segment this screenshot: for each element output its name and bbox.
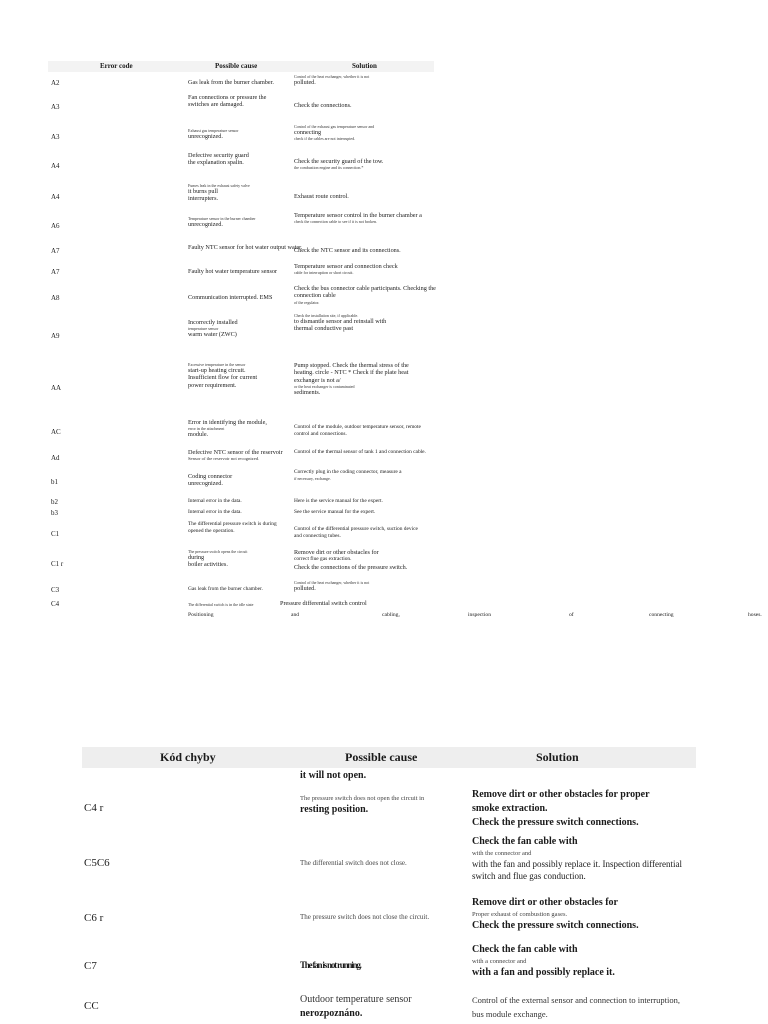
long-line-word: connecting <box>649 612 674 618</box>
possible-cause <box>188 216 292 228</box>
solution: Control of the thermal sensor of tank 1 and connection cable. <box>294 449 426 455</box>
solution-note: Proper exhaust of combustion gases. <box>472 911 568 918</box>
cause-note: error in the attachment <box>188 426 225 432</box>
solution: Check the NTC sensor and its connections. <box>294 247 401 254</box>
solution-text: Check the pressure switch connections. <box>472 817 639 828</box>
long-line-word: and <box>291 612 300 618</box>
possible-cause: Faulty NTC sensor for hot water output water. <box>188 244 303 251</box>
possible-cause <box>300 794 470 817</box>
solution <box>294 285 444 305</box>
solution <box>294 362 426 397</box>
header-error-code: Kód chyby <box>160 750 216 764</box>
solution-text: Check the bus connector cable participants. Checking the connection cable <box>294 285 436 300</box>
solution <box>294 313 404 333</box>
solution: Control of the module, outdoor temperature sensor, remote control and connections. <box>294 424 421 438</box>
solution <box>472 943 702 980</box>
error-code: A3 <box>51 133 60 141</box>
solution <box>294 212 444 224</box>
possible-cause <box>188 183 292 203</box>
long-line-word: inspection <box>468 612 491 618</box>
possible-cause: Defective security guard the explanation spalin. <box>188 152 249 167</box>
possible-cause: Coding connector unrecognized. <box>188 473 233 488</box>
solution <box>294 263 444 275</box>
solution-text: polluted. <box>294 79 316 86</box>
solution-text: to dismantle sensor and reinstall with thermal conductive past <box>294 318 387 333</box>
solution-note: cable for interruption or short circuit. <box>294 270 354 276</box>
solution <box>472 835 702 882</box>
solution-note: or the heat exchanger is contaminated <box>294 384 355 390</box>
possible-cause <box>188 319 258 339</box>
solution-text: Check the fan cable with <box>472 944 578 955</box>
error-code: b1 <box>51 478 58 486</box>
error-code: C7 <box>84 960 97 972</box>
solution-text: Remove dirt or other obstacles for <box>472 897 618 908</box>
solution <box>294 549 444 571</box>
possible-cause: The pressure switch does not close the circuit. <box>300 913 430 921</box>
cause-text: module. <box>188 431 209 439</box>
solution-note: with the connector and <box>472 850 532 857</box>
solution-text: Check the connections of the pressure switch. <box>294 563 408 571</box>
possible-cause: The fan is not running. <box>300 960 361 970</box>
error-code: CC <box>84 1000 99 1012</box>
long-line-word: hoses. <box>748 612 762 618</box>
solution-note: if necessary, exchange. <box>294 476 331 482</box>
cause-note: Temperature sensor in the burner chamber <box>188 216 256 221</box>
solution-text: with a fan and possibly replace it. <box>472 967 615 978</box>
solution-text: Check the pressure switch connections. <box>472 920 639 931</box>
solution <box>472 788 702 830</box>
long-line-word: of <box>569 612 574 618</box>
cause-note: Exhaust gas temperature sensor <box>188 128 239 133</box>
possible-cause <box>188 128 292 140</box>
header-solution: Solution <box>352 62 377 70</box>
cause-text: The differential pressure switch is during <box>188 521 277 527</box>
solution-note: of the regulator. <box>294 299 320 305</box>
solution <box>294 580 444 592</box>
cause-text: resting position. <box>300 804 369 815</box>
error-code: Ad <box>51 454 60 462</box>
error-code: A8 <box>51 294 60 302</box>
cause-text: it burns pull interrupters. <box>188 188 219 203</box>
possible-cause <box>188 362 258 389</box>
error-code: A2 <box>51 79 60 87</box>
table-header <box>48 61 434 72</box>
solution-note: Control of the heat exchanger, whether it is not <box>294 74 370 79</box>
solution-text: Remove dirt or other obstacles for proper smoke extraction. <box>472 789 650 814</box>
cause-text: power requirement. <box>188 381 237 389</box>
error-code: C4 <box>51 600 60 608</box>
cause-continuation: it will not open. <box>300 770 367 781</box>
cause-note: Fumes leak in the exhaust safety valve <box>188 183 250 188</box>
cause-text: warm water (ZWC) <box>188 331 237 339</box>
possible-cause <box>300 993 470 1021</box>
cause-text: unrecognized. <box>188 221 223 228</box>
possible-cause: Gas leak from the burner chamber. <box>188 586 263 592</box>
solution: Here is the service manual for the expert. <box>294 498 383 504</box>
possible-cause: Internal error in the data. <box>188 498 242 504</box>
possible-cause: Communication interrupted. EMS <box>188 294 273 301</box>
solution-note: Control of the exhaust gas temperature sensor and <box>294 124 375 129</box>
cause-note: Sensor of the reservoir not recognized. <box>188 456 260 462</box>
error-code: C1 r <box>51 560 64 568</box>
solution-text: connecting <box>294 129 322 136</box>
solution-note: check if the cables are not interrupted. <box>294 136 356 142</box>
possible-cause <box>188 549 298 569</box>
cause-note: The pressure switch opens the circuit <box>188 549 248 554</box>
cause-text: Incorrectly installed <box>188 319 238 326</box>
error-code: A6 <box>51 222 60 230</box>
solution-text: Remove dirt or other obstacles for <box>294 549 379 556</box>
possible-cause: Gas leak from the burner chamber. <box>188 79 274 86</box>
solution-text: Check the fan cable with <box>472 836 578 847</box>
error-code: AC <box>51 428 61 436</box>
solution-text: Temperature sensor and connection check <box>294 263 398 270</box>
solution <box>294 158 444 170</box>
cause-text: nerozpoznáno. <box>300 1008 363 1019</box>
error-code: C6 r <box>84 912 104 924</box>
long-line-word: Positioning <box>188 612 214 618</box>
header-possible-cause: Possible cause <box>345 750 418 764</box>
solution: Pressure differential switch control <box>280 600 367 607</box>
possible-cause: Fan connections or pressure the switches are damaged. <box>188 94 267 109</box>
solution: See the service manual for the expert. <box>294 509 376 515</box>
error-code: b2 <box>51 498 58 506</box>
long-line-word: cabling, <box>382 612 400 618</box>
error-code: A3 <box>51 103 60 111</box>
header-error-code: Error code <box>100 62 133 70</box>
cause-text: Defective NTC sensor of the reservoir <box>188 449 283 456</box>
solution-text: sediments. <box>294 389 321 397</box>
cause-note: temperature sensor <box>188 326 219 332</box>
solution-text: correct flue gas extraction. <box>294 556 352 563</box>
error-code: C1 <box>51 530 60 538</box>
solution-text: Correctly plug in the coding connector, measure a <box>294 469 402 475</box>
error-code: C5C6 <box>84 857 110 869</box>
possible-cause: Faulty hot water temperature sensor <box>188 268 278 275</box>
error-code: A7 <box>51 268 60 276</box>
solution-note: with a connector and <box>472 958 527 965</box>
solution-text: with the fan and possibly replace it. Inspection differential switch and flue gas conduction. <box>472 859 683 881</box>
solution <box>294 74 444 86</box>
solution: Control of the differential pressure switch, suction device and connecting tubes. <box>294 526 418 540</box>
table-header <box>82 747 696 768</box>
header-possible-cause: Possible cause <box>215 62 258 70</box>
solution: Exhaust route control. <box>294 193 349 200</box>
error-code: A4 <box>51 162 60 170</box>
cause-text: boiler activities. <box>188 561 228 569</box>
error-code: C4 r <box>84 802 104 814</box>
error-code: C3 <box>51 586 60 594</box>
solution-text: Temperature sensor control in the burner chamber a <box>294 212 422 219</box>
solution-text: polluted. <box>294 585 316 592</box>
solution-note: Control of the heat exchanger, whether it is not <box>294 580 370 585</box>
cause-text: start-up heating circuit. Insufficient flow for current <box>188 367 258 382</box>
error-code: A9 <box>51 332 60 340</box>
cause-text: unrecognized. <box>188 133 223 140</box>
possible-cause: The differential switch does not close. <box>300 859 407 867</box>
solution-note: check the connection cable to see if it is not broken. <box>294 219 377 225</box>
cause-text: Outdoor temperature sensor <box>300 994 412 1005</box>
error-code: A7 <box>51 247 60 255</box>
cause-note: Excessive temperature in the sensor <box>188 362 246 367</box>
possible-cause <box>188 521 282 536</box>
solution <box>294 124 444 141</box>
cause-note: The differential switch is in the idle state <box>188 602 254 607</box>
cause-text: during <box>188 554 205 561</box>
cause-text: Error in identifying the module, <box>188 419 267 426</box>
solution-text: Pump stopped. Check the thermal stress of the heating. circle - NTC * Check if the plate heat exchanger is not a/ <box>294 362 409 384</box>
error-code: b3 <box>51 509 58 517</box>
solution-note: Check the installation site, if applicable. <box>294 313 359 318</box>
header-solution: Solution <box>536 750 579 764</box>
solution-text: Check the security guard of the tow. <box>294 158 384 165</box>
solution: Check the connections. <box>294 102 352 109</box>
cause-text: opened the operation. <box>188 528 235 535</box>
solution <box>294 469 436 481</box>
solution: Control of the external sensor and connection to interruption, bus module exchange. <box>472 995 680 1019</box>
possible-cause: Internal error in the data. <box>188 509 242 515</box>
solution <box>472 896 702 933</box>
error-code: A4 <box>51 193 60 201</box>
solution-note: the combustion engine and its connection.* <box>294 165 364 171</box>
cause-note: The pressure switch does not open the circuit in <box>300 795 425 802</box>
error-code: AA <box>51 384 62 392</box>
